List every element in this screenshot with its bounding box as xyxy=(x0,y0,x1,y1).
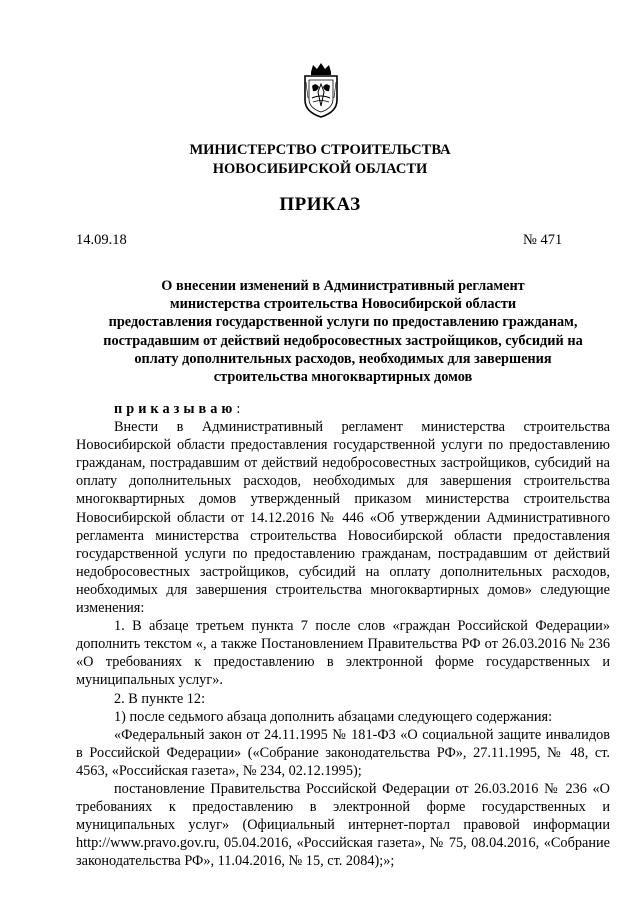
body-paragraph: «Федеральный закон от 24.11.1995 № 181-ФЗ «О социальной защите инвалидов в Российской Федерации» («Собрание законодательства РФ», 27.11.1995, № 48, ст. 4563, «Российская газета», № 234, 02.12.1995); xyxy=(76,726,610,779)
body-paragraph: 1) после седьмого абзаца дополнить абзацами следующего содержания: xyxy=(114,708,553,725)
subject-line: строительства многоквартирных домов xyxy=(213,369,473,386)
subject-line: министерства строительства Новосибирской области xyxy=(169,296,517,313)
ministry-name-line2: НОВОСИБИРСКОЙ ОБЛАСТИ xyxy=(212,161,428,177)
subject-line: предоставления государственной услуги по предоставлению гражданам, xyxy=(108,314,578,331)
order-number: № 471 xyxy=(523,232,563,248)
body-paragraph: 1. В абзаце третьем пункта 7 после слов «граждан Российской Федерации» дополнить текстом «, а также Постановлением Правительства РФ от 26.03.2016 № 236 «О требованиях к предоставлению в электронной форме государственных и муниципальных услуг». xyxy=(76,618,610,689)
subject-line: оплату дополнительных расходов, необходимых для завершения xyxy=(134,350,552,367)
order-directive-word: приказываю xyxy=(114,401,237,417)
subject-line: пострадавшим от действий недобросовестных застройщиков, субсидий на xyxy=(103,332,583,349)
body-paragraph: 2. В пункте 12: xyxy=(114,690,206,707)
body-paragraph: Внести в Административный регламент министерства строительства Новосибирской области предоставления государственной услуги по предоставлению гражданам, пострадавшим от действий недобросовестных застройщиков, субсидий на оплату дополнительных расходов, необходимых для завершения строительства многоквартирных домов утвержденный приказом министерства строительства Новосибирской области от 14.12.2016 № 446 «Об утверждении Административного регламента министерства строительства Новосибирской области предоставления государственной услуги по предоставлению гражданам, пострадавшим от действий недобросовестных застройщиков, субсидий на оплату дополнительных расходов, необходимых для завершения строительства многоквартирных домов» следующие изменения: xyxy=(76,419,610,617)
ministry-name-line1: МИНИСТЕРСТВО СТРОИТЕЛЬСТВА xyxy=(189,142,451,158)
document-type-title: ПРИКАЗ xyxy=(279,194,361,215)
body-paragraph: постановление Правительства Российской Федерации от 26.03.2016 № 236 «О требованиях к предоставлению в электронной форме государственных и муниципальных услуг» (Официальный интернет-портал правовой информации http://www.pravo.gov.ru, 05.04.2016, «Российская газета», № 75, 08.04.2016, «Собрание законодательства РФ», 11.04.2016, № 15, ст. 2084);»; xyxy=(76,780,610,870)
coat-of-arms-emblem xyxy=(300,62,342,118)
order-directive-colon: : xyxy=(236,401,241,417)
order-date: 14.09.18 xyxy=(76,232,127,248)
subject-line: О внесении изменений в Административный регламент xyxy=(161,278,525,294)
order-subject xyxy=(76,277,610,386)
order-body xyxy=(76,400,610,870)
order-directive xyxy=(76,400,610,418)
